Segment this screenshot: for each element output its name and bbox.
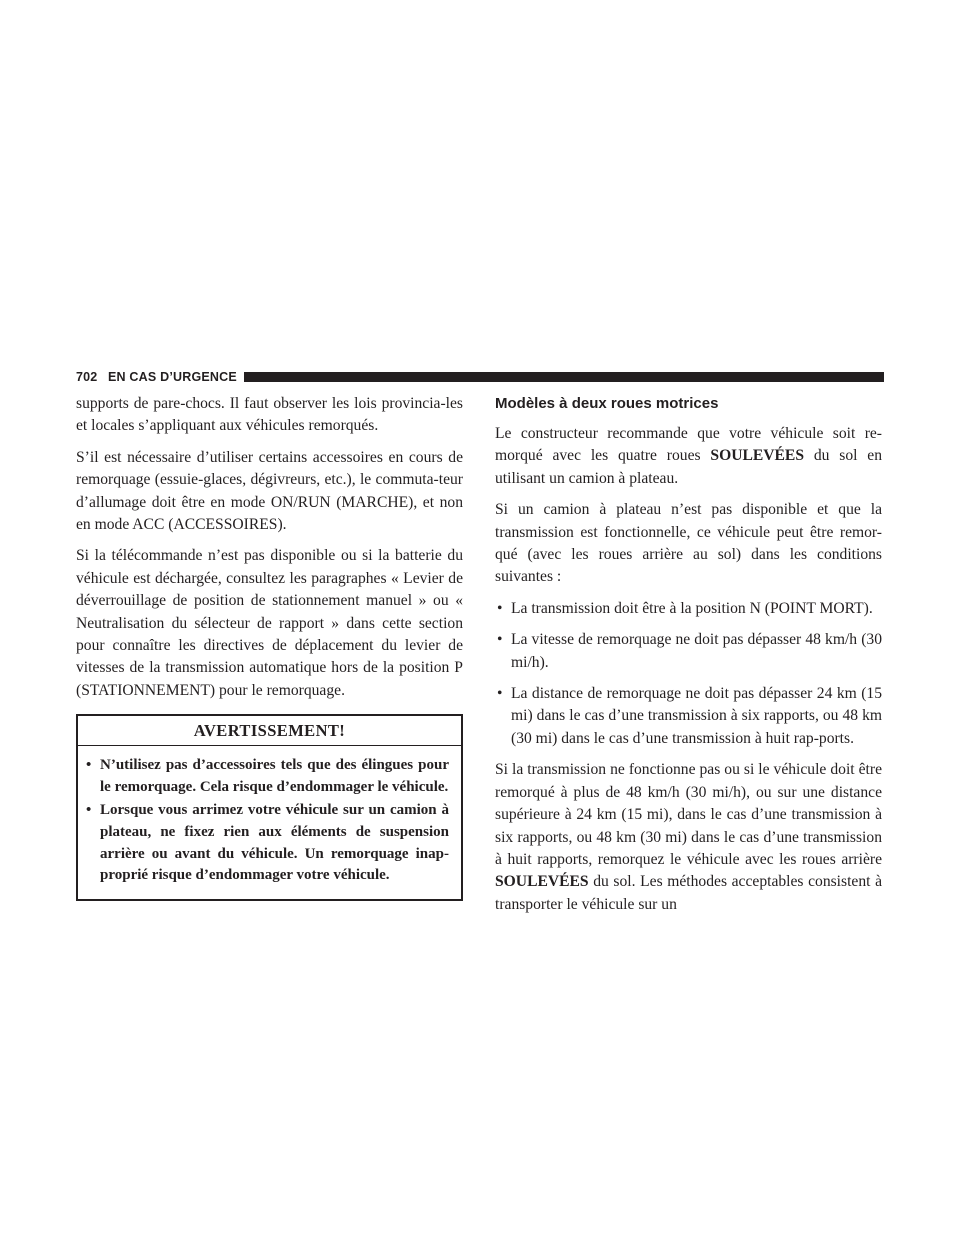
list-item	[495, 598, 882, 620]
paragraph-accessories-ignition: S’il est nécessaire d’utiliser certains accessoires en cours de remorquage (essuie-glaces, dégivreurs, etc.), le commuta-teur d’allumage doit être en mode ON/RUN (MARCHE), et non en mode ACC (ACCESSOIRES).	[76, 448, 463, 534]
bullet-icon: •	[497, 685, 503, 703]
right-column	[495, 393, 882, 925]
bullet-icon: •	[86, 802, 92, 819]
warning-item	[86, 755, 449, 798]
list-item	[495, 683, 882, 750]
warning-box	[76, 714, 463, 901]
page-number: 702	[76, 370, 98, 384]
left-column	[76, 393, 463, 901]
text-run: du sol. Les méthodes acceptables consistent à transporter le véhicule sur un	[495, 873, 882, 913]
warning-item-text: Lorsque vous arrimez votre véhicule sur un camion à plateau, ne fixez rien aux éléments de suspension arrière ou avant du véhicule. Un remorquage inap-proprié risque d’endommager votre véhicule.	[100, 802, 449, 884]
paragraph-lift-rear-wheels	[495, 759, 882, 916]
paragraph-conditions-intro: Si un camion à plateau n’est pas disponible et que la transmission est fonctionnelle, ce véhicule peut être remor-qué (avec les roues arrière au sol) dans les conditions suivantes :	[495, 501, 882, 586]
section-title: EN CAS D’URGENCE	[108, 370, 237, 384]
list-item	[495, 629, 882, 674]
conditions-list	[495, 598, 882, 750]
header-rule-bar	[244, 372, 884, 382]
emphasis-lifted: SOULEVÉES	[710, 447, 804, 465]
bullet-icon: •	[497, 631, 503, 649]
emphasis-lifted: SOULEVÉES	[495, 873, 589, 891]
subheading-two-wheel-drive: Modèles à deux roues motrices	[495, 395, 719, 412]
bullet-icon: •	[86, 757, 92, 774]
page-header	[76, 369, 884, 385]
bullet-icon: •	[497, 599, 503, 617]
paragraph-remote-battery: Si la télécommande n’est pas disponible ou si la batterie du véhicule est déchargée, consultez les paragraphes « Levier de déverrouillage de position de stationnement manuel » ou « Neutralisation du sélecteur de rapport » dans cette section pour connaître les directives de déplacement du levier de vitesses de la transmission automatique hors de la position P (STATIONNEMENT) pour le remorquage.	[76, 547, 463, 699]
paragraph-flatbed-recommendation	[495, 423, 882, 490]
warning-item-text: N’utilisez pas d’accessoires tels que des élingues pour le remorquage. Cela risque d’endommager le véhicule.	[100, 757, 449, 795]
paragraph-bumper-laws: supports de pare-chocs. Il faut observer les lois provincia-les et locales s’appliquant aux véhicules remorqués.	[76, 395, 463, 435]
list-item-text: La transmission doit être à la position N (POINT MORT).	[511, 599, 873, 617]
warning-list	[78, 746, 461, 899]
list-item-text: La distance de remorquage ne doit pas dépasser 24 km (15 mi) dans le cas d’une transmission à six rapports, ou 48 km (30 mi) dans le cas d’une transmission à huit rap-ports.	[511, 685, 882, 747]
text-run: Le constructeur recommande que votre véhicule soit re-morqué avec les quatre roues	[495, 425, 882, 465]
text-run: du sol en utilisant un camion à plateau.	[495, 447, 882, 487]
warning-item	[86, 800, 449, 886]
list-item-text: La vitesse de remorquage ne doit pas dépasser 48 km/h (30 mi/h).	[511, 631, 882, 671]
warning-title: AVERTISSEMENT!	[78, 716, 461, 746]
text-run: Si la transmission ne fonctionne pas ou si le véhicule doit être remorqué à plus de 48 km/h (30 mi/h), ou sur une distance supérieure à 24 km (15 mi), dans le cas d’une transmission à six rapports, ou 48 km (30 mi) dans le cas d’une transmission à huit rapports, remorquez le véhicule avec les roues arrière	[495, 761, 882, 868]
